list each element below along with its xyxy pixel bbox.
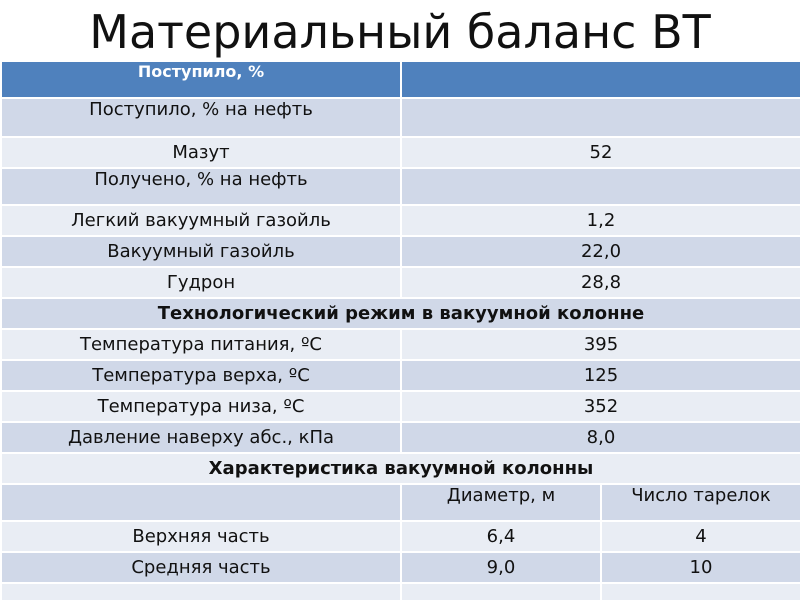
table-row [1,329,800,360]
trays-value: 10 [601,552,800,583]
table-row [1,236,800,267]
diameter-value: 9,0 [401,552,601,583]
table-row [1,137,800,168]
row-label: Температура низа, ºС [1,391,401,422]
table-row [1,552,800,583]
row-label: Средняя часть [1,552,401,583]
table-row [1,267,800,298]
empty-cell [1,583,401,600]
table-row [1,98,800,137]
diameter-value: 6,4 [401,521,601,552]
table-row [1,205,800,236]
trays-header: Число тарелок [601,484,800,521]
row-label: Температура верха, ºС [1,360,401,391]
row-value: 52 [401,137,800,168]
material-balance-table [0,60,800,600]
row-label: Мазут [1,137,401,168]
row-value: 352 [401,391,800,422]
row-label: Гудрон [1,267,401,298]
row-value: 1,2 [401,205,800,236]
table-row [1,521,800,552]
table-row [1,422,800,453]
table-header-row [1,61,800,98]
empty-cell [1,484,401,521]
table-row [1,391,800,422]
header-received: Поступило, % [1,61,401,98]
mode-section-header: Технологический режим в вакуумной колонне [1,298,800,329]
diameter-header: Диаметр, м [401,484,601,521]
section-header-row [1,453,800,484]
slide-title: Материальный баланс ВТ [89,5,711,59]
row-value: 28,8 [401,267,800,298]
table-row-partial [1,583,800,600]
empty-cell [601,583,800,600]
table-row [1,360,800,391]
empty-cell [401,583,601,600]
row-value [401,98,800,137]
row-label: Легкий вакуумный газойль [1,205,401,236]
row-label: Вакуумный газойль [1,236,401,267]
row-label: Получено, % на нефть [1,168,401,205]
table-row [1,168,800,205]
row-label: Верхняя часть [1,521,401,552]
row-value: 8,0 [401,422,800,453]
row-label: Давление наверху абс., кПа [1,422,401,453]
row-value [401,168,800,205]
header-value [401,61,800,98]
column-section-header: Характеристика вакуумной колонны [1,453,800,484]
row-value: 125 [401,360,800,391]
row-label: Температура питания, ºС [1,329,401,360]
trays-value: 4 [601,521,800,552]
row-value: 395 [401,329,800,360]
column-subheader-row [1,484,800,521]
row-label: Поступило, % на нефть [1,98,401,137]
section-header-row [1,298,800,329]
row-value: 22,0 [401,236,800,267]
